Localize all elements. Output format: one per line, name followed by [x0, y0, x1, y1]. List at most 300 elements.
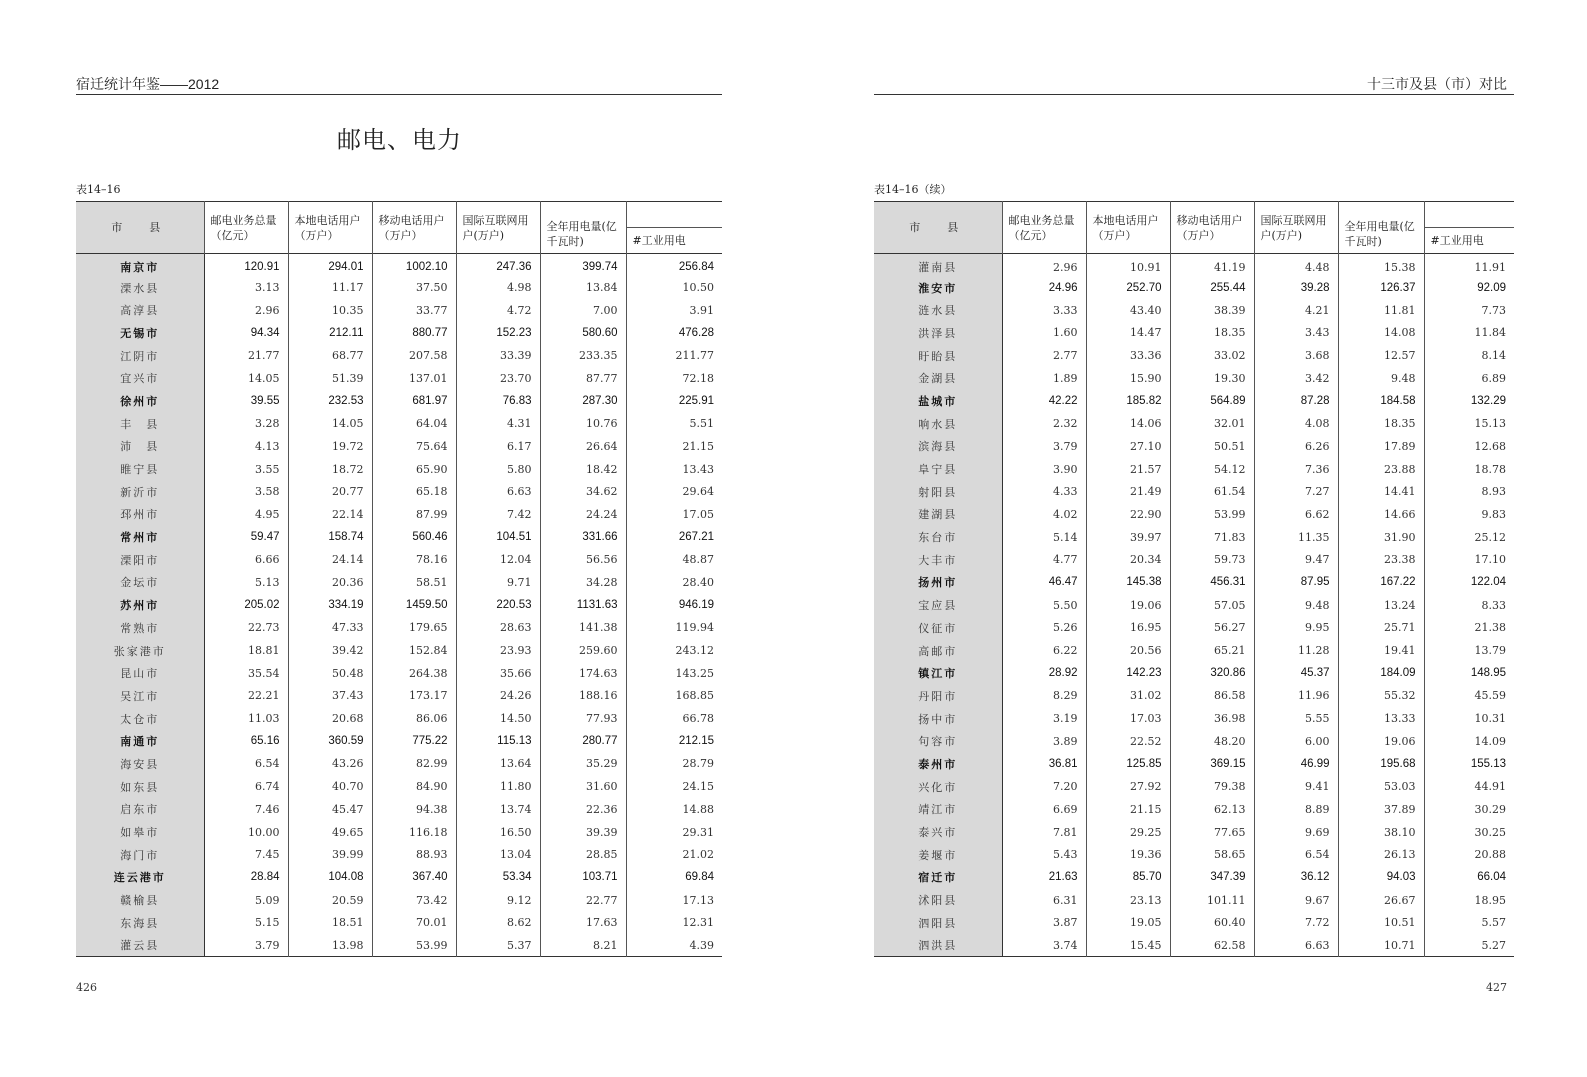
cell-local-phone: 19.36: [1086, 843, 1170, 866]
cell-postal-volume: 7.45: [204, 843, 288, 866]
cell-postal-volume: 6.22: [1002, 639, 1086, 662]
cell-power-annual: 34.62: [540, 480, 626, 503]
cell-power-annual: 37.89: [1338, 798, 1424, 821]
cell-industrial-power: 119.94: [675, 621, 714, 635]
cell-postal-volume: 2.96: [204, 299, 288, 322]
cell-region: 句容市: [874, 730, 1002, 753]
cell-industrial-power: 12.68: [1474, 439, 1506, 453]
cell-mobile-phone: 86.58: [1170, 685, 1254, 708]
cell-internet: 9.67: [1254, 889, 1338, 912]
cell-industrial-power: 155.13: [1470, 757, 1506, 770]
cell-power-annual: 8.21: [540, 934, 626, 957]
cell-power-annual: 23.88: [1338, 458, 1424, 481]
cell-industrial-power: 132.29: [1470, 394, 1506, 407]
cell-postal-volume: 18.81: [204, 639, 288, 662]
cell-power-annual: 10.76: [540, 412, 626, 435]
cell-postal-volume: 22.21: [204, 685, 288, 708]
cell-postal-volume: 7.81: [1002, 821, 1086, 844]
cell-region: 宿迁市: [874, 866, 1002, 889]
table-row: [76, 390, 722, 413]
cell-mobile-phone: 564.89: [1170, 390, 1254, 413]
cell-local-phone: 21.49: [1086, 480, 1170, 503]
cell-industrial-power: 48.87: [682, 553, 714, 567]
table-row: [76, 367, 722, 390]
cell-internet: 9.48: [1254, 594, 1338, 617]
cell-region: 丹阳市: [874, 685, 1002, 708]
cell-region: 太仓市: [76, 707, 204, 730]
cell-postal-volume: 6.54: [204, 753, 288, 776]
table-row: [76, 617, 722, 640]
table-header: [76, 202, 722, 254]
cell-industrial-power: 7.73: [1481, 303, 1506, 317]
cell-postal-volume: 46.47: [1002, 571, 1086, 594]
cell-local-phone: 16.95: [1086, 617, 1170, 640]
cell-power-annual: 94.03: [1338, 866, 1424, 889]
cell-region: 徐州市: [76, 390, 204, 413]
cell-power-annual: 9.48: [1338, 367, 1424, 390]
cell-region: 海门市: [76, 843, 204, 866]
cell-power-annual: 55.32: [1338, 685, 1424, 708]
table-row: [874, 594, 1514, 617]
cell-mobile-phone: 60.40: [1170, 911, 1254, 934]
cell-internet: 12.04: [456, 548, 540, 571]
cell-postal-volume: 42.22: [1002, 390, 1086, 413]
cell-internet: 4.72: [456, 299, 540, 322]
cell-postal-volume: 3.28: [204, 412, 288, 435]
cell-region: 涟水县: [874, 299, 1002, 322]
cell-mobile-phone: 320.86: [1170, 662, 1254, 685]
cell-postal-volume: 2.77: [1002, 344, 1086, 367]
cell-internet: 3.68: [1254, 344, 1338, 367]
cell-industrial-power: 24.15: [682, 780, 714, 794]
cell-mobile-phone: 87.99: [372, 503, 456, 526]
cell-power-annual: 31.90: [1338, 526, 1424, 549]
running-head: 宿迁统计年鉴——2012: [76, 76, 220, 92]
cell-local-phone: 294.01: [288, 254, 372, 277]
cell-mobile-phone: 41.19: [1170, 254, 1254, 277]
header-internet: 国际互联网用户(万户): [1254, 202, 1338, 254]
cell-postal-volume: 6.31: [1002, 889, 1086, 912]
cell-industrial-power: 267.21: [678, 531, 714, 544]
cell-industrial-power: 5.27: [1481, 938, 1506, 952]
cell-mobile-phone: 65.21: [1170, 639, 1254, 662]
cell-mobile-phone: 50.51: [1170, 435, 1254, 458]
cell-industrial-power: 28.79: [682, 757, 714, 771]
cell-mobile-phone: 101.11: [1170, 889, 1254, 912]
cell-internet: 4.98: [456, 276, 540, 299]
cell-industrial-power: 72.18: [682, 371, 714, 385]
cell-mobile-phone: 173.17: [372, 685, 456, 708]
cell-region: 东海县: [76, 911, 204, 934]
cell-power-annual: 126.37: [1338, 276, 1424, 299]
cell-region: 连云港市: [76, 866, 204, 889]
cell-mobile-phone: 84.90: [372, 775, 456, 798]
cell-power-annual: 14.66: [1338, 503, 1424, 526]
cell-region: 盱眙县: [874, 344, 1002, 367]
cell-mobile-phone: 36.98: [1170, 707, 1254, 730]
cell-internet: 6.62: [1254, 503, 1338, 526]
cell-postal-volume: 21.77: [204, 344, 288, 367]
cell-industrial-power: 18.95: [1474, 893, 1506, 907]
cell-postal-volume: 5.13: [204, 571, 288, 594]
cell-region: 射阳县: [874, 480, 1002, 503]
cell-mobile-phone: 86.06: [372, 707, 456, 730]
cell-postal-volume: 5.09: [204, 889, 288, 912]
cell-power-annual: 7.00: [540, 299, 626, 322]
cell-industrial-power: 21.02: [682, 848, 714, 862]
cell-industrial-power: 212.15: [678, 735, 714, 748]
header-local-phone: 本地电话用户（万户）: [288, 202, 372, 254]
cell-mobile-phone: 61.54: [1170, 480, 1254, 503]
cell-internet: 6.54: [1254, 843, 1338, 866]
cell-mobile-phone: 880.77: [372, 322, 456, 345]
cell-postal-volume: 36.81: [1002, 753, 1086, 776]
cell-industrial-power: 29.64: [682, 485, 714, 499]
header-region: 市 县: [874, 202, 1002, 254]
cell-local-phone: 40.70: [288, 775, 372, 798]
table-row: [874, 526, 1514, 549]
cell-postal-volume: 11.03: [204, 707, 288, 730]
cell-region: 昆山市: [76, 662, 204, 685]
cell-industrial-power: 243.12: [675, 644, 714, 658]
table-row: [874, 548, 1514, 571]
header-power-annual: 全年用电量(亿千瓦时): [1338, 202, 1424, 254]
cell-local-phone: 22.52: [1086, 730, 1170, 753]
cell-mobile-phone: 58.65: [1170, 843, 1254, 866]
cell-industrial-power: 143.25: [675, 666, 714, 680]
table-row: [76, 322, 722, 345]
cell-industrial-power: 20.88: [1474, 848, 1506, 862]
cell-industrial-power: 8.14: [1481, 349, 1506, 363]
cell-internet: 4.21: [1254, 299, 1338, 322]
table-row: [76, 775, 722, 798]
cell-power-annual: 174.63: [540, 662, 626, 685]
cell-internet: 87.28: [1254, 390, 1338, 413]
cell-power-annual: 259.60: [540, 639, 626, 662]
cell-postal-volume: 3.74: [1002, 934, 1086, 957]
cell-local-phone: 15.45: [1086, 934, 1170, 957]
cell-postal-volume: 5.14: [1002, 526, 1086, 549]
cell-region: 南通市: [76, 730, 204, 753]
cell-internet: 6.26: [1254, 435, 1338, 458]
cell-power-annual: 141.38: [540, 617, 626, 640]
table-row: [874, 707, 1514, 730]
table-row: [76, 843, 722, 866]
cell-postal-volume: 6.74: [204, 775, 288, 798]
cell-power-annual: 10.51: [1338, 911, 1424, 934]
cell-power-annual: 31.60: [540, 775, 626, 798]
cell-region: 新沂市: [76, 480, 204, 503]
cell-mobile-phone: 62.58: [1170, 934, 1254, 957]
cell-mobile-phone: 1459.50: [372, 594, 456, 617]
stats-table-left: [76, 201, 722, 957]
cell-industrial-power: 476.28: [678, 326, 714, 339]
cell-region: 金湖县: [874, 367, 1002, 390]
table-row: [874, 344, 1514, 367]
cell-region: 泰兴市: [874, 821, 1002, 844]
cell-mobile-phone: 18.35: [1170, 322, 1254, 345]
cell-industrial-power: 13.43: [682, 462, 714, 476]
table-row: [76, 548, 722, 571]
cell-postal-volume: 3.13: [204, 276, 288, 299]
cell-region: 东台市: [874, 526, 1002, 549]
cell-power-annual: 399.74: [540, 254, 626, 277]
table-row: [874, 322, 1514, 345]
table-body: [874, 254, 1514, 957]
table-row: [76, 299, 722, 322]
cell-power-annual: 13.24: [1338, 594, 1424, 617]
cell-local-phone: 50.48: [288, 662, 372, 685]
table-row: [874, 685, 1514, 708]
cell-local-phone: 24.14: [288, 548, 372, 571]
cell-power-annual: 17.89: [1338, 435, 1424, 458]
cell-postal-volume: 39.55: [204, 390, 288, 413]
cell-industrial-power: 10.31: [1474, 712, 1506, 726]
cell-region: 扬州市: [874, 571, 1002, 594]
cell-region: 高邮市: [874, 639, 1002, 662]
cell-internet: 3.42: [1254, 367, 1338, 390]
table-row: [874, 798, 1514, 821]
cell-industrial-power: 21.15: [682, 439, 714, 453]
cell-internet: 9.69: [1254, 821, 1338, 844]
cell-industrial-power: 168.85: [675, 689, 714, 703]
cell-internet: 6.00: [1254, 730, 1338, 753]
table-row: [874, 866, 1514, 889]
cell-postal-volume: 35.54: [204, 662, 288, 685]
table-row: [76, 685, 722, 708]
cell-internet: 152.23: [456, 322, 540, 345]
cell-mobile-phone: 775.22: [372, 730, 456, 753]
cell-local-phone: 22.14: [288, 503, 372, 526]
section-title: 邮电、电力: [337, 126, 462, 154]
cell-region: 常熟市: [76, 617, 204, 640]
cell-industrial-power: 14.88: [682, 802, 714, 816]
cell-local-phone: 19.72: [288, 435, 372, 458]
cell-internet: 28.63: [456, 617, 540, 640]
cell-mobile-phone: 116.18: [372, 821, 456, 844]
cell-power-annual: 34.28: [540, 571, 626, 594]
cell-internet: 7.72: [1254, 911, 1338, 934]
cell-industrial-power: 5.57: [1481, 916, 1506, 930]
cell-power-annual: 26.13: [1338, 843, 1424, 866]
cell-mobile-phone: 94.38: [372, 798, 456, 821]
cell-internet: 7.42: [456, 503, 540, 526]
cell-local-phone: 142.23: [1086, 662, 1170, 685]
cell-power-annual: 87.77: [540, 367, 626, 390]
cell-industrial-power: 5.51: [689, 417, 714, 431]
cell-postal-volume: 3.87: [1002, 911, 1086, 934]
cell-region: 邳州市: [76, 503, 204, 526]
cell-local-phone: 360.59: [288, 730, 372, 753]
cell-power-annual: 25.71: [1338, 617, 1424, 640]
cell-local-phone: 18.72: [288, 458, 372, 481]
cell-local-phone: 20.77: [288, 480, 372, 503]
table-row: [874, 911, 1514, 934]
cell-region: 南京市: [76, 254, 204, 277]
table-row: [874, 889, 1514, 912]
cell-internet: 9.95: [1254, 617, 1338, 640]
cell-power-annual: 15.38: [1338, 254, 1424, 277]
cell-internet: 46.99: [1254, 753, 1338, 776]
cell-industrial-power: 122.04: [1470, 576, 1506, 589]
cell-postal-volume: 14.05: [204, 367, 288, 390]
cell-mobile-phone: 79.38: [1170, 775, 1254, 798]
cell-power-annual: 19.06: [1338, 730, 1424, 753]
cell-power-annual: 26.67: [1338, 889, 1424, 912]
cell-internet: 220.53: [456, 594, 540, 617]
cell-mobile-phone: 32.01: [1170, 412, 1254, 435]
table-row: [874, 571, 1514, 594]
cell-industrial-power: 9.83: [1481, 507, 1506, 521]
cell-region: 盐城市: [874, 390, 1002, 413]
cell-local-phone: 212.11: [288, 322, 372, 345]
cell-internet: 6.17: [456, 435, 540, 458]
table-row: [76, 911, 722, 934]
cell-postal-volume: 5.26: [1002, 617, 1086, 640]
cell-region: 苏州市: [76, 594, 204, 617]
header-postal-volume: 邮电业务总量（亿元）: [204, 202, 288, 254]
cell-local-phone: 85.70: [1086, 866, 1170, 889]
cell-postal-volume: 3.79: [1002, 435, 1086, 458]
cell-internet: 247.36: [456, 254, 540, 277]
cell-region: 赣榆县: [76, 889, 204, 912]
cell-local-phone: 20.36: [288, 571, 372, 594]
cell-mobile-phone: 369.15: [1170, 753, 1254, 776]
cell-region: 仪征市: [874, 617, 1002, 640]
cell-internet: 5.37: [456, 934, 540, 957]
header-local-phone: 本地电话用户（万户）: [1086, 202, 1170, 254]
cell-region: 启东市: [76, 798, 204, 821]
cell-postal-volume: 2.32: [1002, 412, 1086, 435]
cell-power-annual: 13.84: [540, 276, 626, 299]
cell-region: 江阴市: [76, 344, 204, 367]
cell-mobile-phone: 207.58: [372, 344, 456, 367]
cell-industrial-power: 10.50: [682, 281, 714, 295]
cell-mobile-phone: 53.99: [1170, 503, 1254, 526]
cell-mobile-phone: 255.44: [1170, 276, 1254, 299]
cell-internet: 53.34: [456, 866, 540, 889]
cell-mobile-phone: 179.65: [372, 617, 456, 640]
cell-mobile-phone: 33.02: [1170, 344, 1254, 367]
cell-local-phone: 33.36: [1086, 344, 1170, 367]
cell-power-annual: 26.64: [540, 435, 626, 458]
cell-region: 响水县: [874, 412, 1002, 435]
cell-postal-volume: 7.46: [204, 798, 288, 821]
cell-mobile-phone: 681.97: [372, 390, 456, 413]
cell-mobile-phone: 38.39: [1170, 299, 1254, 322]
cell-internet: 35.66: [456, 662, 540, 685]
table-row: [76, 821, 722, 844]
cell-power-annual: 188.16: [540, 685, 626, 708]
cell-postal-volume: 24.96: [1002, 276, 1086, 299]
cell-power-annual: 195.68: [1338, 753, 1424, 776]
cell-power-annual: 38.10: [1338, 821, 1424, 844]
header-internet: 国际互联网用户(万户): [456, 202, 540, 254]
table-row: [76, 798, 722, 821]
header-rule: [874, 94, 1514, 95]
left-page: [0, 0, 793, 1077]
cell-internet: 6.63: [456, 480, 540, 503]
cell-mobile-phone: 264.38: [372, 662, 456, 685]
cell-region: 泗洪县: [874, 934, 1002, 957]
table-row: [76, 344, 722, 367]
cell-region: 兴化市: [874, 775, 1002, 798]
cell-local-phone: 13.98: [288, 934, 372, 957]
cell-internet: 115.13: [456, 730, 540, 753]
cell-mobile-phone: 54.12: [1170, 458, 1254, 481]
cell-industrial-power: 14.09: [1474, 734, 1506, 748]
cell-postal-volume: 6.69: [1002, 798, 1086, 821]
table-row: [76, 730, 722, 753]
cell-power-annual: 24.24: [540, 503, 626, 526]
cell-industrial-power: 28.40: [682, 575, 714, 589]
stats-table-right: [874, 201, 1514, 957]
cell-postal-volume: 5.50: [1002, 594, 1086, 617]
cell-region: 高淳县: [76, 299, 204, 322]
cell-region: 滨海县: [874, 435, 1002, 458]
table-row: [76, 503, 722, 526]
cell-internet: 4.31: [456, 412, 540, 435]
cell-region: 如皋市: [76, 821, 204, 844]
header-industrial-power: #工业用电: [626, 228, 722, 254]
cell-mobile-phone: 19.30: [1170, 367, 1254, 390]
cell-industrial-power: 17.13: [682, 893, 714, 907]
cell-power-annual: 14.08: [1338, 322, 1424, 345]
table-row: [76, 662, 722, 685]
table-label: 表14–16: [76, 183, 121, 196]
cell-power-annual: 287.30: [540, 390, 626, 413]
page-number: 426: [76, 981, 97, 994]
cell-mobile-phone: 64.04: [372, 412, 456, 435]
cell-internet: 14.50: [456, 707, 540, 730]
cell-mobile-phone: 65.90: [372, 458, 456, 481]
cell-local-phone: 10.35: [288, 299, 372, 322]
table-row: [874, 435, 1514, 458]
cell-mobile-phone: 456.31: [1170, 571, 1254, 594]
cell-industrial-power: 30.29: [1474, 802, 1506, 816]
cell-internet: 33.39: [456, 344, 540, 367]
cell-local-phone: 20.56: [1086, 639, 1170, 662]
cell-mobile-phone: 88.93: [372, 843, 456, 866]
table-row: [874, 480, 1514, 503]
cell-region: 金坛市: [76, 571, 204, 594]
cell-power-annual: 11.81: [1338, 299, 1424, 322]
cell-region: 灌云县: [76, 934, 204, 957]
cell-internet: 11.35: [1254, 526, 1338, 549]
cell-internet: 24.26: [456, 685, 540, 708]
cell-mobile-phone: 78.16: [372, 548, 456, 571]
cell-mobile-phone: 48.20: [1170, 730, 1254, 753]
cell-postal-volume: 5.15: [204, 911, 288, 934]
header-industrial-power: #工业用电: [1424, 228, 1514, 254]
cell-mobile-phone: 62.13: [1170, 798, 1254, 821]
cell-postal-volume: 205.02: [204, 594, 288, 617]
cell-internet: 13.64: [456, 753, 540, 776]
cell-region: 沭阳县: [874, 889, 1002, 912]
cell-local-phone: 125.85: [1086, 753, 1170, 776]
cell-power-annual: 580.60: [540, 322, 626, 345]
cell-industrial-power: 17.10: [1474, 553, 1506, 567]
cell-local-phone: 145.38: [1086, 571, 1170, 594]
table-row: [76, 571, 722, 594]
cell-region: 如东县: [76, 775, 204, 798]
cell-local-phone: 18.51: [288, 911, 372, 934]
cell-industrial-power: 18.78: [1474, 462, 1506, 476]
cell-mobile-phone: 71.83: [1170, 526, 1254, 549]
header-mobile-phone: 移动电话用户（万户）: [372, 202, 456, 254]
table-row: [76, 435, 722, 458]
cell-industrial-power: 8.93: [1481, 485, 1506, 499]
